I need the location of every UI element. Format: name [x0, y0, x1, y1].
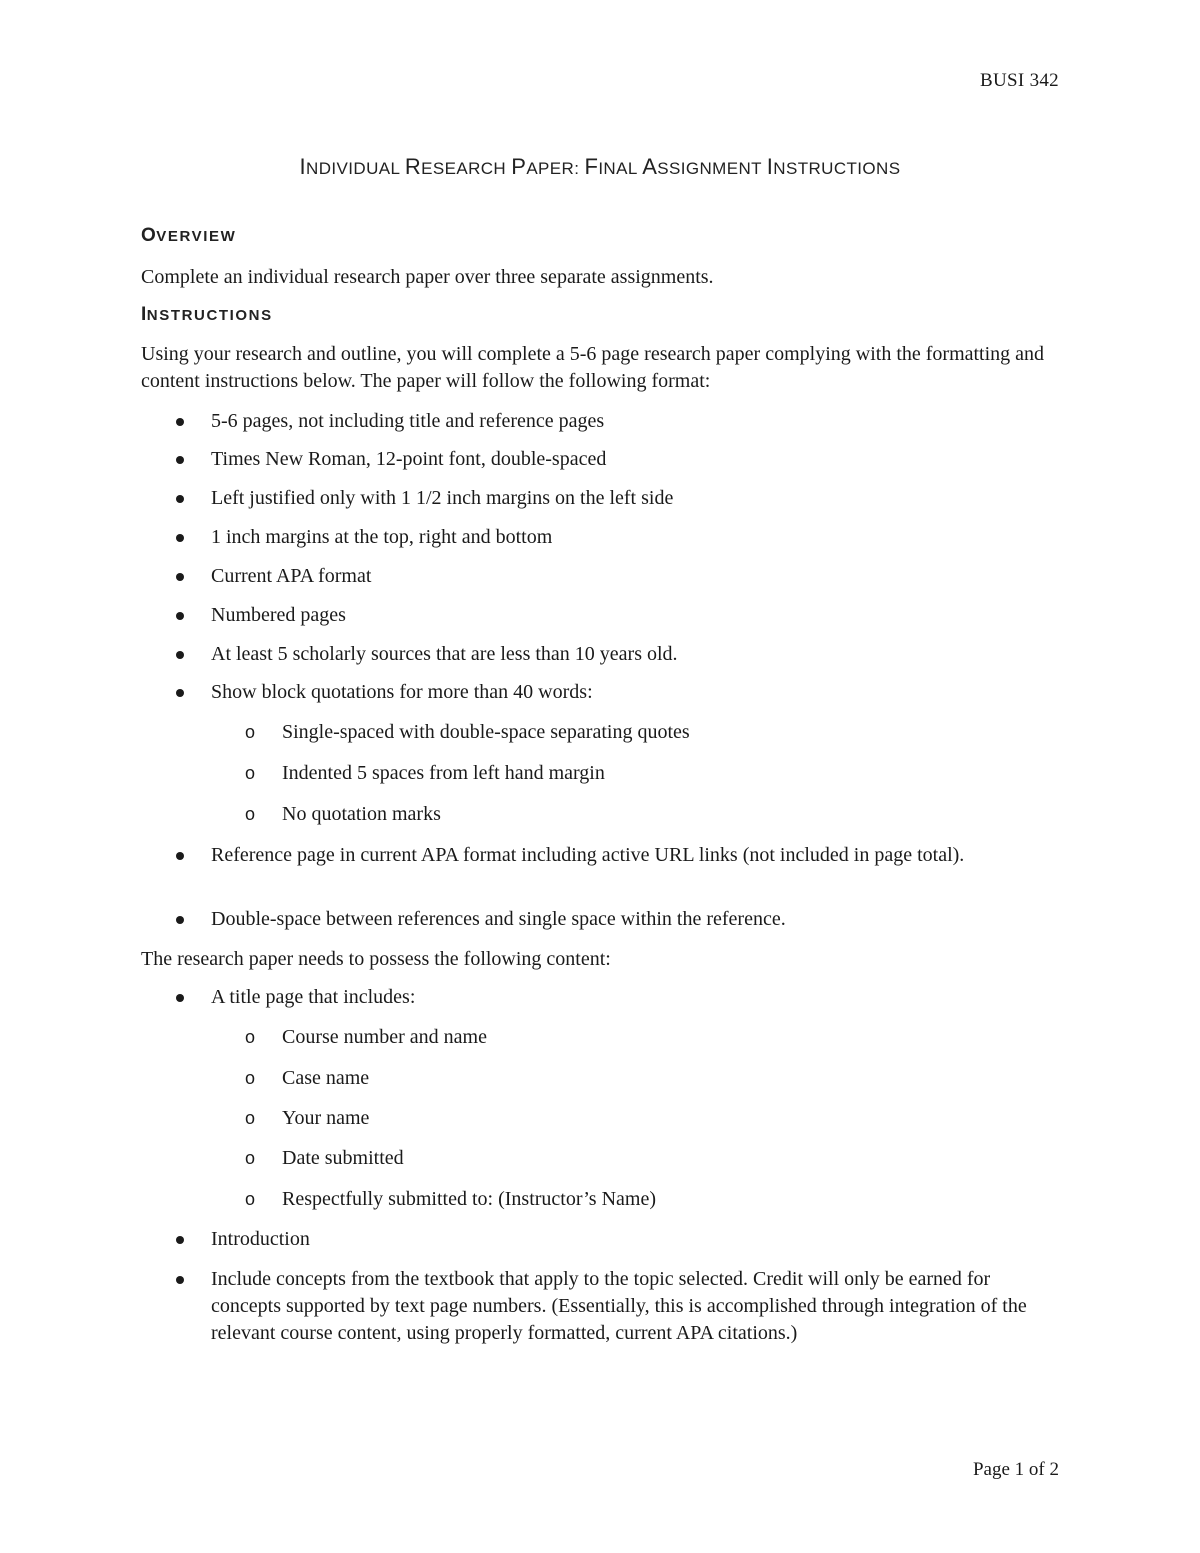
- sub-list-item: [245, 1024, 1062, 1051]
- title-cap: R: [404, 154, 422, 179]
- sub-list-item-text: Indented 5 spaces from left hand margin: [282, 762, 605, 784]
- title-cap: A: [642, 154, 658, 179]
- instructions-heading: [141, 304, 273, 326]
- list-item: [211, 842, 1061, 869]
- sub-list-item: [245, 1186, 1062, 1213]
- sub-bullet-marker: o: [245, 722, 256, 742]
- list-item: [211, 602, 1061, 629]
- sub-bullet-marker: o: [245, 1068, 256, 1088]
- overview-heading: [141, 225, 236, 247]
- list-item: [211, 984, 1061, 1011]
- sub-bullet-marker: o: [245, 1189, 256, 1209]
- title-cap: I: [766, 154, 774, 179]
- bullet-marker: [176, 689, 184, 697]
- bullet-marker: [176, 534, 184, 542]
- sub-list-item: [245, 719, 1062, 746]
- title-cap: F: [584, 154, 599, 179]
- bullet-marker: [176, 418, 184, 426]
- sub-list-item: [245, 801, 1062, 828]
- list-item-text: Include concepts from the textbook that apply to the topic selected. Credit will only be earned for concepts supported by text page numbers. (Essentially, this is accomplished through integration of the relevant course content, using properly formatted, current APA citations.): [211, 1268, 1027, 1344]
- list-item-text: Double-space between references and single space within the reference.: [211, 908, 786, 930]
- sub-list-item-text: Case name: [282, 1067, 370, 1089]
- list-item: [211, 563, 1061, 590]
- list-item-text: Current APA format: [211, 565, 372, 587]
- list-item-text: Numbered pages: [211, 604, 346, 626]
- sub-bullet-marker: o: [245, 1148, 256, 1168]
- sub-list-item-text: No quotation marks: [282, 803, 441, 825]
- list-item-text: Reference page in current APA format including active URL links (not included in page total).: [211, 844, 965, 866]
- list-item-text: Show block quotations for more than 40 words:: [211, 681, 593, 703]
- sub-bullet-marker: o: [245, 763, 256, 783]
- list-item-text: At least 5 scholarly sources that are less than 10 years old.: [211, 643, 678, 665]
- title-cap: P: [511, 154, 527, 179]
- sub-bullet-marker: o: [245, 1108, 256, 1128]
- list-item: [211, 1226, 1061, 1253]
- list-item: [211, 446, 1061, 473]
- course-code-header: BUSI 342: [980, 70, 1059, 91]
- bullet-marker: [176, 456, 184, 464]
- list-item-text: Left justified only with 1 1/2 inch margins on the left side: [211, 487, 674, 509]
- bullet-marker: [176, 573, 184, 581]
- list-item: [211, 485, 1061, 512]
- sub-list-item-text: Course number and name: [282, 1026, 487, 1048]
- list-item: [211, 906, 1061, 933]
- list-item: [211, 524, 1061, 551]
- sub-list-item-text: Respectfully submitted to: (Instructor’s Name): [282, 1188, 656, 1210]
- list-item: [211, 1266, 1061, 1347]
- bullet-marker: [176, 495, 184, 503]
- bullet-marker: [176, 994, 184, 1002]
- instructions-heading-cap: I: [141, 304, 147, 325]
- sub-bullet-marker: o: [245, 1027, 256, 1047]
- bullet-marker: [176, 1276, 184, 1284]
- sub-list-item: [245, 1105, 1062, 1132]
- sub-list-item: [245, 1065, 1062, 1092]
- bullet-marker: [176, 651, 184, 659]
- overview-heading-cap: O: [141, 225, 157, 246]
- title-rest: NSTRUCTIONS: [773, 159, 901, 178]
- title-rest: :: [574, 159, 585, 178]
- list-item: [211, 641, 1061, 668]
- title-rest: ESEARCH: [421, 159, 512, 178]
- sub-list-item-text: Date submitted: [282, 1147, 404, 1169]
- list-item: [211, 408, 1061, 435]
- bullet-marker: [176, 612, 184, 620]
- bullet-marker: [176, 916, 184, 924]
- title-rest: SSIGNMENT: [657, 159, 767, 178]
- list-item-text: Times New Roman, 12-point font, double-spaced: [211, 448, 607, 470]
- sub-list-item-text: Your name: [282, 1107, 370, 1129]
- instructions-heading-rest: NSTRUCTIONS: [146, 307, 273, 324]
- list-item-text: A title page that includes:: [211, 986, 416, 1008]
- sub-list-item: [245, 760, 1062, 787]
- sub-list-item: [245, 1145, 1062, 1172]
- page-number: Page 1 of 2: [972, 1459, 1059, 1480]
- list-item-text: 1 inch margins at the top, right and bottom: [211, 526, 553, 548]
- title-rest: INAL: [598, 159, 643, 178]
- overview-text: Complete an individual research paper over three separate assignments.: [141, 266, 714, 288]
- title-cap: I: [299, 154, 307, 179]
- bullet-marker: [176, 852, 184, 860]
- list-item-text: 5-6 pages, not including title and reference pages: [211, 410, 605, 432]
- sub-list-item-text: Single-spaced with double-space separating quotes: [282, 721, 690, 743]
- sub-bullet-marker: o: [245, 804, 256, 824]
- title-rest: APER: [526, 159, 575, 178]
- bullet-marker: [176, 1236, 184, 1244]
- list-item-text: Introduction: [211, 1228, 310, 1250]
- list-item: [211, 679, 1061, 706]
- content-intro: The research paper needs to possess the following content:: [141, 948, 611, 970]
- instructions-intro: Using your research and outline, you will complete a 5-6 page research paper complying with the formatting and content instructions below. The paper will follow the following format:: [141, 343, 1045, 392]
- document-title: [0, 154, 1200, 180]
- title-rest: NDIVIDUAL: [306, 159, 405, 178]
- overview-heading-rest: VERVIEW: [156, 228, 237, 245]
